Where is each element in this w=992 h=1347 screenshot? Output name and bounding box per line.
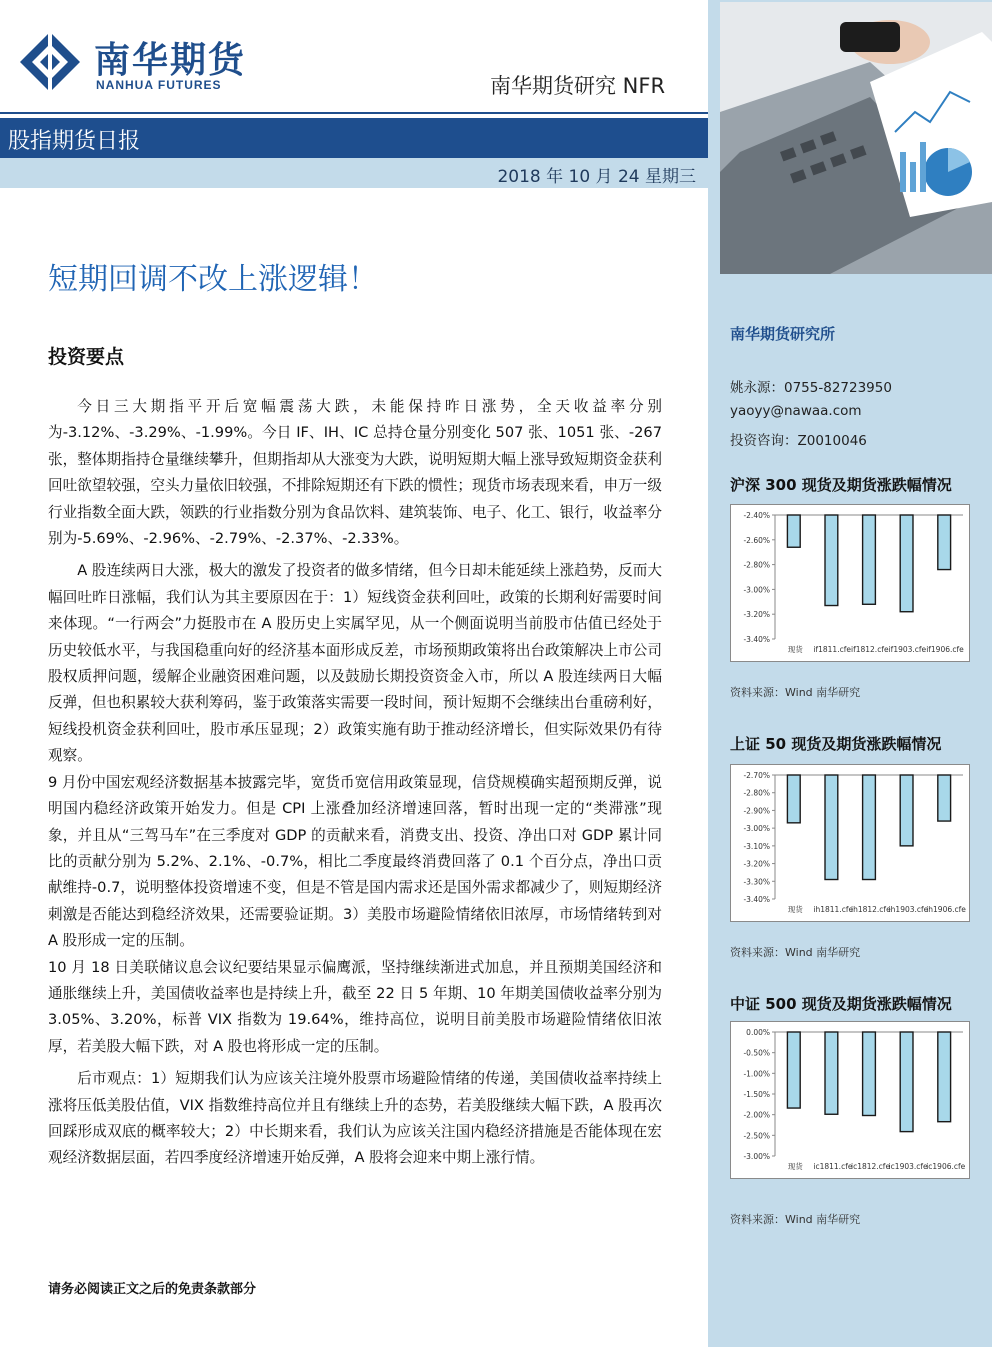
bar — [900, 515, 913, 612]
y-tick-label: -3.40% — [743, 635, 770, 644]
y-tick-label: -2.70% — [743, 771, 770, 780]
paragraph: 10 月 18 日美联储议息会议纪要结果显示偏鹰派，坚持继续渐进式加息，并且预期美国经济和通胀继续上升，美国债收益率也是持续上升，截至 22 日 5 年期、10 年期美国债收益率分别为 3.05%、3.20%，标普 VIX 指数为 19.64%，维持高位，说明目前美股市场避险情绪依旧浓厚，若美股大幅下跌，对 A 股也将形成一定的压制。 — [48, 958, 662, 1055]
report-type: 股指期货日报 — [8, 129, 141, 154]
paragraph: 后市观点：1）短期我们认为应该关注境外股票市场避险情绪的传递，美国债收益率持续上涨将压低美股估值，VIX 指数维持高位并且有继续上升的态势，若美股继续大幅下跌，A 股再次回踩形成双底的概率较大；2）中长期来看，我们认为应该关注国内稳经济措施是否能体现在宏观经济数据层面，若四季度经济增速开始反弹，A 股将会迎来中期上涨行情。 — [48, 1070, 662, 1167]
x-tick-label: if1903.cfe — [888, 645, 927, 654]
x-tick-label: ic1903.cfe — [888, 1162, 928, 1171]
disclaimer-notice: 请务必阅读正文之后的免责条款部分 — [48, 1282, 257, 1297]
bar-chart-svg — [731, 765, 971, 923]
bar — [938, 515, 951, 570]
date-band — [0, 158, 708, 188]
bar — [787, 775, 800, 823]
x-tick-label: if1906.cfe — [926, 645, 964, 654]
x-tick-label: ic1906.cfe — [926, 1162, 966, 1171]
bar-chart-svg — [731, 505, 971, 663]
research-institute: 南华期货研究所 — [730, 325, 836, 343]
bar — [900, 1032, 913, 1132]
bar — [938, 775, 951, 821]
x-tick-label: ih1812.cfe — [851, 905, 891, 914]
report-date: 2018 年 10 月 24 星期三 — [497, 167, 696, 187]
paragraph: 9 月份中国宏观经济数据基本披露完毕，宽货币宽信用政策显现，信贷规模确实超预期反弹，说明国内稳经济政策开始发力。但是 CPI 上涨叠加经济增速回落，暂时出现一定的“类滞涨”现象，并且从“三驾马车”在三季度对 GDP 的贡献来看，消费支出、投资、净出口对 GDP 累计同比的贡献分别为 5.2%、2.1%、-0.7%，相比二季度最终消费回落了 0.1 个百分点，净出口贡献维持-0.7，说明整体投资增速不变，但是不管是国内需求还是国外需求都减少了，则短期经济刺激是否能达到稳经济效果，还需要验证期。3）美股市场避险情绪依旧浓厚，市场情绪转到对 A 股形成一定的压制。 — [48, 773, 662, 950]
chart-title: 上证 50 现货及期货涨跌幅情况 — [730, 735, 942, 753]
nanhua-logo-mark-icon — [18, 30, 82, 94]
logo-chinese-name: 南华期货 — [94, 40, 247, 81]
paragraph: A 股连续两日大涨，极大的激发了投资者的做多情绪，但今日却未能延续上涨趋势，反而大幅回吐昨日涨幅，我们认为其主要原因在于：1）短线资金获利回吐，政策的长期利好需要时间来体现。“一行两会”力挺股市在 A 股历史上实属罕见，从一个侧面说明当前股市估值已经处于历史较低水平，与我国稳重向好的经济基本面形成反差，市场预期政策将出台政策解决上市公司股权质押问题，缓解企业融资困难问题，以及鼓励长期投资资金入市，所以 A 股连续两日大幅反弹，但也积累较大获利筹码，鉴于政策落实需要一段时间，预计短期不会继续出台重磅利好，短线投机资金获利回吐，股市承压显现；2）政策实施有助于推动经济增长，但实际效果仍有待观察。 — [48, 562, 662, 765]
bar-chart-hs300 — [730, 504, 970, 662]
bar — [825, 515, 838, 606]
analyst-email[interactable]: yaoyy@nawaa.com — [730, 403, 862, 419]
analyst-license: 投资咨询：Z0010046 — [730, 433, 867, 449]
bar — [825, 775, 838, 880]
chart-title: 中证 500 现货及期货涨跌幅情况 — [730, 995, 952, 1013]
bar — [863, 1032, 876, 1115]
article-headline: 短期回调不改上涨逻辑！ — [48, 262, 378, 297]
y-tick-label: -2.80% — [743, 560, 770, 570]
chart-title: 沪深 300 现货及期货涨跌幅情况 — [730, 476, 952, 494]
x-tick-label: ih1906.cfe — [926, 905, 966, 914]
bar-chart-csi500 — [730, 1021, 970, 1179]
y-tick-label: -3.20% — [743, 610, 770, 620]
bar — [863, 775, 876, 880]
research-label: 南华期货研究 NFR — [490, 74, 666, 98]
y-tick-label: -2.80% — [743, 788, 770, 798]
y-tick-label: -3.00% — [743, 824, 770, 834]
chart-source: 资料来源：Wind 南华研究 — [730, 686, 861, 699]
x-category-labels — [788, 904, 966, 914]
header-divider — [0, 112, 708, 114]
x-tick-label: ih1811.cfe — [813, 905, 854, 914]
bar — [863, 515, 876, 604]
x-category-labels — [788, 644, 964, 654]
chart-source: 资料来源：Wind 南华研究 — [730, 946, 861, 959]
x-tick-label: if1812.cfe — [851, 645, 889, 654]
y-tick-label: 0.00% — [746, 1028, 770, 1037]
y-tick-label: -1.00% — [743, 1069, 770, 1079]
x-tick-label: ic1812.cfe — [851, 1162, 891, 1171]
y-tick-label: -3.20% — [743, 859, 770, 869]
cover-photo — [720, 2, 992, 274]
y-tick-label: -3.30% — [743, 877, 770, 887]
bar-chart-sz50 — [730, 764, 970, 922]
bar-chart-svg — [731, 1022, 971, 1180]
report-type-banner — [0, 118, 708, 158]
x-category-labels — [788, 1161, 966, 1171]
chart-source: 资料来源：Wind 南华研究 — [730, 1213, 861, 1226]
x-tick-label: if1811.cfe — [813, 645, 851, 654]
bar — [900, 775, 913, 846]
y-tick-label: -2.50% — [743, 1131, 770, 1141]
y-tick-label: -3.00% — [743, 1152, 770, 1161]
y-tick-label: -3.10% — [743, 841, 770, 851]
y-tick-label: -3.00% — [743, 585, 770, 595]
bar — [787, 515, 800, 547]
y-tick-label: -2.60% — [743, 535, 770, 545]
x-tick-label: ih1903.cfe — [888, 905, 929, 914]
bar — [938, 1032, 951, 1122]
paragraph: 今日三大期指平开后宽幅震荡大跌，未能保持昨日涨势，全天收益率分别为-3.12%、-3.29%、-1.99%。今日 IF、IH、IC 总持仓量分别变化 507 张、1051 张、-267 张，整体期指持仓量继续攀升，但期指却从大涨变为大跌，说明短期大幅上涨导致短期资金获利回吐欲望较强，空头力量依旧较强，不排除短期还有下跌的惯性；现货市场表现来看，申万一级行业指数全面大跌，领跌的行业指数分别为食品饮料、建筑装饰、电子、化工、银行，收益率分别为-5.69%、-2.96%、-2.79%、-2.37%、-2.33%。 — [48, 398, 662, 548]
bar — [825, 1032, 838, 1114]
x-tick-label: ic1811.cfe — [813, 1162, 853, 1171]
section-title: 投资要点 — [48, 346, 125, 368]
y-tick-label: -1.50% — [743, 1090, 770, 1099]
x-tick-label: 现货 — [787, 645, 803, 654]
y-tick-label: -2.00% — [743, 1110, 770, 1120]
company-logo — [18, 24, 258, 96]
y-tick-label: -0.50% — [743, 1048, 770, 1058]
bar — [787, 1032, 800, 1108]
x-tick-label: 现货 — [787, 905, 803, 914]
article-body — [48, 394, 662, 1172]
analyst-contact: 姚永源：0755-82723950 — [730, 380, 892, 396]
y-tick-label: -2.90% — [743, 806, 770, 816]
x-tick-label: 现货 — [787, 1162, 803, 1171]
y-tick-label: -2.40% — [743, 511, 770, 520]
y-tick-label: -3.40% — [743, 895, 770, 904]
logo-english-name: NANHUA FUTURES — [96, 78, 222, 92]
